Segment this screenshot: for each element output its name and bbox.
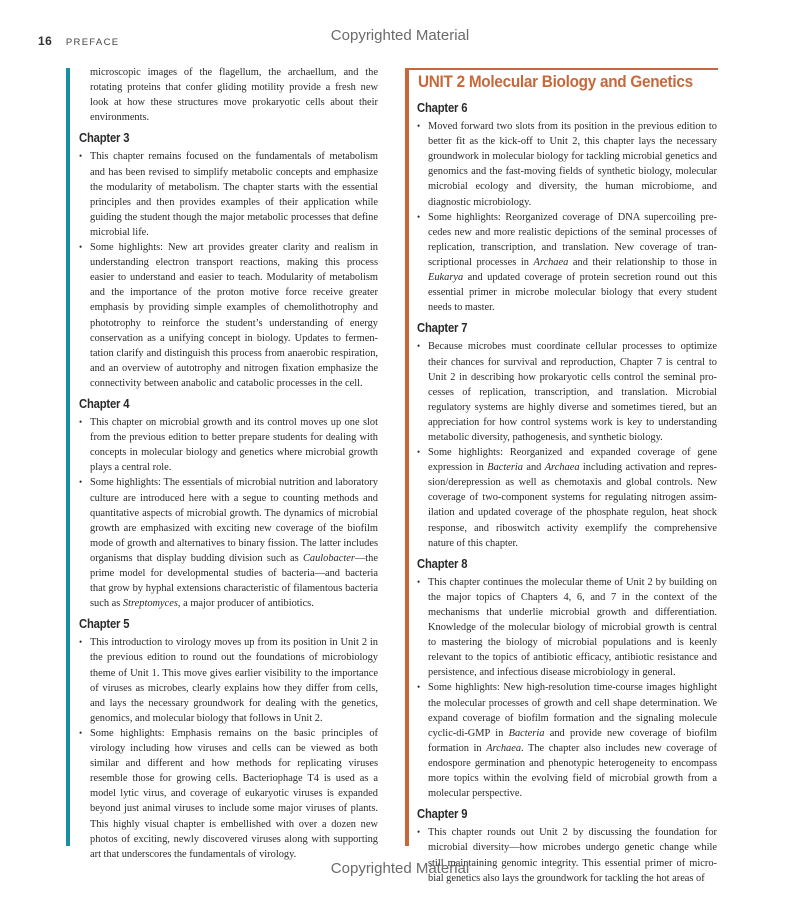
bullet-item: • Some highlights: The essentials of microbial nutrition and laboratory culture are introduced here with a segue to counting methods and quantitative aspects of microbial growth. The dynamics of microbial growth are emphasized with exciting new coverage of the biofilm mode of growth and alternatives to binary fission. The latter includes organisms that display budding division such as Caulobacter—the prime model for developmental studies of bacteria—and bacteria that grow by hyphal extensions characteristic of filamentous bacteria such as Streptomyces, a major producer of antibiotics. — [90, 475, 378, 611]
bullet-item: • Because microbes must coordinate cellular processes to optimize their chances for survival and reproduction, Chapter 7 is central to Unit 2 in describing how prokaryotic cells control the seminal processes of replication, transcription, and translation. Microbial regulatory systems are highly diverse and sometimes tiered, but an appreciation for how control systems work is key to understanding metabolic diversity, pathogenesis, and synthetic biology. — [428, 339, 717, 445]
chapter-bullet-list — [428, 119, 717, 315]
bullet-item: • This chapter remains focused on the fundamentals of metabolism and has been revised to simplify metabolic concepts and emphasize the modularity of metabolism. The chapter starts with the essential principles and then provides examples of their application while guiding the student though the major metabolic processes that define microbial life. — [90, 149, 378, 240]
section-name: PREFACE — [65, 37, 120, 48]
chapter-heading: Chapter 8 — [417, 556, 468, 571]
continuation-paragraph: microscopic images of the flagellum, the archaellum, and the rotating proteins that confer gliding motility provide a fresh new look at how these structures move prokaryotic cells about their environments. — [90, 67, 378, 124]
left-column — [79, 65, 378, 862]
chapter-heading: Chapter 4 — [79, 396, 130, 411]
bullet-item: • Some highlights: New high-resolution time-course images highlight the molecular processes of growth and cell shape determination. We expand coverage of biofilm formation and the signaling molecule cyclic-di-GMP in Bacteria and provide new coverage of biofilm formation in Archaea. The chapter also includes new coverage of endospore germination and phenotypic heterogeneity to encompass more topics within the evolving field of microbial growth from a molecular perspective. — [428, 680, 717, 801]
unit1-accent-bar — [66, 68, 70, 846]
bullet-item: • Some highlights: New art provides greater clarity and realism in understanding electron transport reactions, making this process easier to understand and easier to teach. Modularity of metabolism and the importance of the proton motive force receive greater emphasis by providing simple examples of chemolithotrophy and phototrophy to reinforce the student’s understanding of energy conservation as a unifying concept in biology. Updates to fermentation clarify and distinguish this process from anaerobic respiration, and an overview of autotrophy and nitrogen fixation emphasize the connectivity between anabolic and catabolic processes in the cell. — [90, 240, 378, 391]
chapter-heading: Chapter 5 — [79, 617, 130, 632]
bullet-item: • This chapter rounds out Unit 2 by discussing the foundation for microbial diversity—how microbes undergo genetic change while still maintaining genomic integrity. This essential primer of microbial genetics also lays the groundwork for tackling the hot areas of — [428, 825, 717, 885]
bullet-item: • Some highlights: Emphasis remains on the basic principles of virology including how viruses and cells can be viewed as both similar and different and how methods for replicating viruses resemble those for growing cells. Bacteriophage T4 is used as a model lytic virus, and coverage of eukaryotic viruses is expanded beyond just animal viruses to include some major viruses of plants. This highly visual chapter is embellished with over a dozen new photos of exciting, newly discovered viruses along with supporting art that underscores the fundamentals of virology. — [90, 726, 378, 862]
chapter-heading: Chapter 6 — [417, 101, 468, 115]
chapter-heading: Chapter 3 — [79, 131, 130, 146]
chapter-bullet-list — [90, 149, 378, 391]
bullet-item: • This introduction to virology moves up from its position in Unit 2 in the previous edition to round out the foundations of microbiology theme of Unit 1. This move gives earlier visibility to the importance of viruses as microbes, clearly explains how they differ from cells, and lays the necessary groundwork for dealing with the genetics, genomics, and molecular biology that follows in Unit 2. — [90, 635, 378, 726]
chapter-bullet-list — [90, 415, 378, 611]
unit2-top-rule — [405, 68, 718, 70]
bullet-item: • This chapter continues the molecular theme of Unit 2 by building on the major topics of Chapters 4, 6, and 7 in the context of the mechanisms that underlie microbial growth and differentiation. Knowledge of the molecular biology of microbial growth is central to mastering the biology of microbial populations and is keenly relevant to the topics of antibiotic efficacy, antibiotic resistance and persistence, and infectious disease microbiology in general. — [428, 575, 717, 681]
page-number: 16 — [38, 34, 53, 48]
unit2-accent-bar — [405, 68, 409, 846]
bullet-item: • Some highlights: Reorganized and expanded coverage of gene expression in Bacteria and Archaea including activation and repression/derepression as well as chemotaxis and global controls. New coverage of two-component systems for regulating nitrogen assimilation and updated coverage of the phosphate regulon, heat shock response, and riboswitch activity exemplify the comprehensive nature of this chapter. — [428, 445, 717, 551]
chapter-bullet-list — [428, 575, 717, 801]
bullet-item: • Moved forward two slots from its position in the previous edition to better fit as the kick-off to Unit 2, this chapter lays the necessary groundwork in molecular biology for tackling microbial genetics and genomics and the fast-moving fields of synthetic biology, molecular microbial ecology and diversity, the human microbiome, and diagnostic microbiology. — [428, 119, 717, 210]
unit-title: UNIT 2 Molecular Biology and Genetics — [418, 72, 693, 91]
bullet-item: • This chapter on microbial growth and its control moves up one slot from the previous edition to better prepare students for dealing with concepts in molecular biology and genetics where microbial growth plays a central role. — [90, 415, 378, 475]
bullet-item: • Some highlights: Reorganized coverage of DNA supercoiling precedes new and more realistic depictions of the seminal processes of replication, transcription, and translation. New coverage of transcriptional processes in Archaea and their relationship to those in Eukarya and updated coverage of protein secretion round out this essential primer in microbe molecular biology that every student needs to master. — [428, 210, 717, 316]
chapter-heading: Chapter 7 — [417, 321, 468, 336]
chapter-heading: Chapter 9 — [417, 807, 468, 822]
copyright-watermark-top: Copyrighted Material — [330, 27, 470, 44]
right-column — [417, 101, 717, 886]
chapter-bullet-list — [90, 635, 378, 861]
copyright-watermark-bottom: Copyrighted Material — [330, 860, 470, 877]
chapter-bullet-list — [428, 339, 717, 550]
